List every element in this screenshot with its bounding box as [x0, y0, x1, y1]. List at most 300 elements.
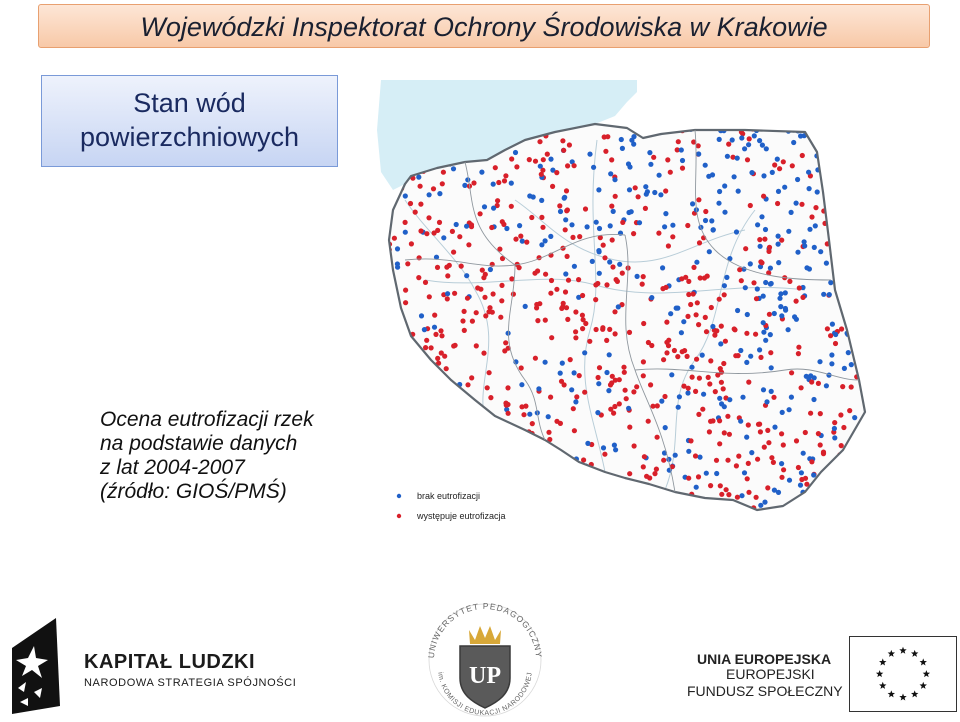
monitoring-point	[419, 433, 424, 438]
monitoring-point	[440, 181, 445, 186]
monitoring-point	[569, 222, 574, 227]
monitoring-point	[524, 500, 529, 505]
monitoring-point	[759, 214, 764, 219]
monitoring-point	[775, 201, 780, 206]
monitoring-point	[491, 182, 496, 187]
monitoring-point	[486, 471, 491, 476]
monitoring-point	[764, 146, 769, 151]
monitoring-point	[837, 258, 842, 263]
monitoring-point	[481, 351, 486, 356]
monitoring-point	[780, 410, 785, 415]
monitoring-point	[558, 421, 563, 426]
monitoring-point	[392, 360, 397, 365]
monitoring-point	[719, 370, 724, 375]
monitoring-point	[668, 170, 673, 175]
monitoring-point	[690, 375, 695, 380]
section-title-line1: Stan wód	[133, 88, 246, 118]
monitoring-point	[429, 345, 434, 350]
monitoring-point	[849, 304, 854, 309]
monitoring-point	[646, 419, 651, 424]
monitoring-point	[612, 309, 617, 314]
monitoring-point	[612, 443, 617, 448]
monitoring-point	[527, 157, 532, 162]
monitoring-point	[807, 227, 812, 232]
monitoring-point	[769, 389, 774, 394]
monitoring-point	[677, 394, 682, 399]
monitoring-point	[482, 204, 487, 209]
monitoring-point	[546, 430, 551, 435]
monitoring-point	[612, 177, 617, 182]
monitoring-point	[480, 268, 485, 273]
monitoring-point	[768, 332, 773, 337]
monitoring-point	[496, 180, 501, 185]
monitoring-point	[406, 506, 411, 511]
monitoring-point	[464, 224, 469, 229]
monitoring-point	[739, 278, 744, 283]
monitoring-point	[858, 453, 863, 458]
monitoring-point	[833, 341, 838, 346]
monitoring-point	[776, 242, 781, 247]
monitoring-point	[811, 397, 816, 402]
monitoring-point	[745, 312, 750, 317]
monitoring-point	[717, 396, 722, 401]
monitoring-point	[764, 399, 769, 404]
monitoring-point	[696, 322, 701, 327]
monitoring-point	[740, 395, 745, 400]
monitoring-point	[794, 201, 799, 206]
monitoring-point	[830, 127, 835, 132]
monitoring-point	[743, 285, 748, 290]
monitoring-point	[611, 411, 616, 416]
monitoring-point	[561, 148, 566, 153]
monitoring-point	[607, 352, 612, 357]
monitoring-point	[617, 401, 622, 406]
monitoring-point	[569, 387, 574, 392]
monitoring-point	[573, 309, 578, 314]
monitoring-point	[515, 498, 520, 503]
monitoring-point	[561, 480, 566, 485]
monitoring-point	[548, 234, 553, 239]
monitoring-point	[405, 383, 410, 388]
monitoring-point	[700, 407, 705, 412]
monitoring-point	[495, 198, 500, 203]
monitoring-point	[822, 151, 827, 156]
monitoring-point	[781, 442, 786, 447]
monitoring-point	[818, 442, 823, 447]
monitoring-point	[834, 183, 839, 188]
monitoring-point	[403, 429, 408, 434]
monitoring-point	[404, 458, 409, 463]
monitoring-point	[386, 415, 391, 420]
monitoring-point	[623, 388, 628, 393]
monitoring-point	[411, 464, 416, 469]
monitoring-point	[765, 428, 770, 433]
monitoring-point	[644, 192, 649, 197]
monitoring-point	[442, 354, 447, 359]
eu-star-icon	[888, 650, 895, 657]
monitoring-point	[796, 345, 801, 350]
monitoring-point	[761, 194, 766, 199]
monitoring-point	[534, 302, 539, 307]
monitoring-point	[659, 399, 664, 404]
monitoring-point	[445, 273, 450, 278]
monitoring-point	[619, 137, 624, 142]
monitoring-point	[761, 320, 766, 325]
monitoring-point	[755, 457, 760, 462]
monitoring-point	[592, 501, 597, 506]
monitoring-point	[519, 382, 524, 387]
monitoring-point	[442, 444, 447, 449]
monitoring-point	[515, 451, 520, 456]
monitoring-point	[688, 438, 693, 443]
monitoring-point	[597, 226, 602, 231]
monitoring-point	[787, 407, 792, 412]
monitoring-point	[848, 225, 853, 230]
monitoring-point	[395, 265, 400, 270]
monitoring-point	[451, 250, 456, 255]
monitoring-point	[686, 292, 691, 297]
monitoring-point	[846, 350, 851, 355]
monitoring-point	[609, 204, 614, 209]
monitoring-point	[533, 356, 538, 361]
monitoring-point	[585, 441, 590, 446]
monitoring-point	[487, 370, 492, 375]
monitoring-point	[860, 367, 865, 372]
monitoring-point	[734, 463, 739, 468]
monitoring-point	[440, 447, 445, 452]
monitoring-point	[465, 382, 470, 387]
monitoring-point	[676, 139, 681, 144]
monitoring-point	[627, 164, 632, 169]
monitoring-point	[449, 453, 454, 458]
monitoring-point	[786, 327, 791, 332]
eu-flag-icon	[849, 636, 957, 712]
monitoring-point	[553, 505, 558, 510]
monitoring-point	[557, 457, 562, 462]
monitoring-point	[563, 289, 568, 294]
monitoring-point	[748, 354, 753, 359]
monitoring-point	[582, 468, 587, 473]
monitoring-point	[549, 467, 554, 472]
monitoring-point	[816, 431, 821, 436]
monitoring-point	[809, 459, 814, 464]
monitoring-point	[509, 156, 514, 161]
monitoring-point	[613, 194, 618, 199]
monitoring-point	[738, 348, 743, 353]
monitoring-point	[417, 255, 422, 260]
monitoring-point	[739, 493, 744, 498]
monitoring-point	[614, 507, 619, 512]
monitoring-point	[758, 244, 763, 249]
monitoring-point	[717, 297, 722, 302]
monitoring-point	[470, 319, 475, 324]
monitoring-point	[543, 272, 548, 277]
monitoring-point	[787, 279, 792, 284]
monitoring-point	[688, 302, 693, 307]
legend-blue-dot	[397, 494, 401, 498]
monitoring-point	[821, 292, 826, 297]
monitoring-point	[462, 328, 467, 333]
monitoring-point	[825, 326, 830, 331]
monitoring-point	[734, 229, 739, 234]
eu-star-icon	[899, 693, 906, 700]
monitoring-point	[713, 389, 718, 394]
monitoring-point	[434, 437, 439, 442]
monitoring-point	[763, 280, 768, 285]
monitoring-point	[655, 488, 660, 493]
monitoring-point	[646, 340, 651, 345]
monitoring-point	[700, 353, 705, 358]
monitoring-point	[674, 123, 679, 128]
monitoring-point	[828, 280, 833, 285]
section-title	[42, 86, 337, 154]
monitoring-point	[608, 171, 613, 176]
monitoring-point	[637, 220, 642, 225]
monitoring-point	[844, 161, 849, 166]
monitoring-point	[828, 333, 833, 338]
description-line2: na podstawie danych	[100, 432, 298, 455]
monitoring-point	[685, 390, 690, 395]
monitoring-point	[526, 456, 531, 461]
monitoring-point	[718, 483, 723, 488]
monitoring-point	[686, 449, 691, 454]
monitoring-point	[697, 240, 702, 245]
monitoring-point	[403, 193, 408, 198]
eu-star-icon	[879, 658, 886, 665]
monitoring-point	[719, 380, 724, 385]
monitoring-point	[395, 502, 400, 507]
monitoring-point	[520, 239, 525, 244]
monitoring-point	[441, 235, 446, 240]
monitoring-point	[772, 425, 777, 430]
monitoring-point	[440, 458, 445, 463]
monitoring-point	[448, 385, 453, 390]
monitoring-point	[648, 162, 653, 167]
monitoring-point	[564, 208, 569, 213]
monitoring-point	[732, 327, 737, 332]
monitoring-point	[717, 441, 722, 446]
monitoring-point	[663, 425, 668, 430]
monitoring-point	[772, 311, 777, 316]
monitoring-point	[705, 501, 710, 506]
monitoring-point	[424, 338, 429, 343]
monitoring-point	[610, 237, 615, 242]
monitoring-point	[596, 248, 601, 253]
monitoring-point	[762, 500, 767, 505]
monitoring-point	[539, 215, 544, 220]
monitoring-point	[457, 486, 462, 491]
monitoring-point	[832, 420, 837, 425]
monitoring-point	[850, 302, 855, 307]
monitoring-point	[776, 234, 781, 239]
monitoring-point	[722, 292, 727, 297]
monitoring-point	[811, 472, 816, 477]
monitoring-point	[452, 291, 457, 296]
monitoring-point	[763, 510, 768, 515]
monitoring-point	[560, 138, 565, 143]
monitoring-point	[802, 239, 807, 244]
monitoring-point	[547, 450, 552, 455]
monitoring-point	[629, 209, 634, 214]
monitoring-point	[617, 262, 622, 267]
monitoring-point	[582, 350, 587, 355]
monitoring-point	[503, 401, 508, 406]
monitoring-point	[606, 388, 611, 393]
monitoring-point	[384, 325, 389, 330]
monitoring-point	[696, 412, 701, 417]
monitoring-point	[641, 359, 646, 364]
monitoring-point	[799, 202, 804, 207]
eu-star-icon	[920, 658, 927, 665]
monitoring-point	[601, 503, 606, 508]
monitoring-point	[471, 180, 476, 185]
monitoring-point	[570, 235, 575, 240]
monitoring-point	[685, 354, 690, 359]
monitoring-point	[562, 382, 567, 387]
monitoring-point	[783, 290, 788, 295]
monitoring-point	[400, 427, 405, 432]
monitoring-point	[744, 331, 749, 336]
monitoring-point	[524, 482, 529, 487]
monitoring-point	[595, 281, 600, 286]
monitoring-point	[657, 173, 662, 178]
monitoring-point	[661, 458, 666, 463]
monitoring-point	[807, 186, 812, 191]
monitoring-point	[573, 329, 578, 334]
monitoring-point	[620, 220, 625, 225]
monitoring-point	[566, 458, 571, 463]
monitoring-point	[604, 282, 609, 287]
monitoring-point	[641, 502, 646, 507]
monitoring-point	[527, 193, 532, 198]
monitoring-point	[438, 458, 443, 463]
monitoring-point	[472, 485, 477, 490]
monitoring-point	[593, 493, 598, 498]
monitoring-point	[808, 510, 813, 515]
monitoring-point	[758, 503, 763, 508]
monitoring-point	[670, 223, 675, 228]
monitoring-point	[624, 396, 629, 401]
monitoring-point	[725, 154, 730, 159]
monitoring-point	[775, 157, 780, 162]
monitoring-point	[536, 386, 541, 391]
monitoring-point	[386, 407, 391, 412]
monitoring-point	[803, 430, 808, 435]
monitoring-point	[794, 299, 799, 304]
monitoring-point	[475, 285, 480, 290]
monitoring-point	[839, 443, 844, 448]
monitoring-point	[517, 223, 522, 228]
monitoring-point	[558, 209, 563, 214]
monitoring-point	[573, 399, 578, 404]
monitoring-point	[791, 140, 796, 145]
monitoring-point	[697, 455, 702, 460]
monitoring-point	[849, 384, 854, 389]
monitoring-point	[860, 343, 865, 348]
monitoring-point	[693, 389, 698, 394]
monitoring-point	[634, 384, 639, 389]
monitoring-point	[399, 361, 404, 366]
monitoring-point	[444, 366, 449, 371]
eu-star-icon	[876, 670, 883, 677]
monitoring-point	[572, 370, 577, 375]
monitoring-point	[621, 365, 626, 370]
monitoring-point	[535, 318, 540, 323]
monitoring-point	[385, 221, 390, 226]
monitoring-point	[669, 372, 674, 377]
monitoring-point	[419, 313, 424, 318]
monitoring-point	[636, 194, 641, 199]
monitoring-point	[809, 379, 814, 384]
monitoring-point	[564, 305, 569, 310]
monitoring-point	[530, 421, 535, 426]
monitoring-point	[778, 291, 783, 296]
monitoring-point	[746, 461, 751, 466]
monitoring-point	[513, 237, 518, 242]
monitoring-point	[799, 385, 804, 390]
monitoring-point	[563, 271, 568, 276]
monitoring-point	[425, 373, 430, 378]
monitoring-point	[533, 159, 538, 164]
monitoring-point	[522, 498, 527, 503]
monitoring-point	[481, 496, 486, 501]
monitoring-point	[840, 200, 845, 205]
monitoring-point	[737, 267, 742, 272]
monitoring-point	[439, 333, 444, 338]
monitoring-point	[504, 464, 509, 469]
monitoring-point	[695, 300, 700, 305]
monitoring-point	[748, 203, 753, 208]
monitoring-point	[465, 296, 470, 301]
monitoring-point	[424, 231, 429, 236]
monitoring-point	[554, 170, 559, 175]
monitoring-point	[838, 476, 843, 481]
monitoring-point	[769, 365, 774, 370]
monitoring-point	[537, 139, 542, 144]
monitoring-point	[772, 162, 777, 167]
monitoring-point	[490, 310, 495, 315]
monitoring-point	[613, 447, 618, 452]
monitoring-point	[460, 318, 465, 323]
monitoring-point	[620, 271, 625, 276]
monitoring-point	[594, 327, 599, 332]
monitoring-point	[818, 411, 823, 416]
monitoring-point	[503, 173, 508, 178]
monitoring-point	[680, 158, 685, 163]
monitoring-point	[761, 173, 766, 178]
monitoring-point	[703, 163, 708, 168]
header-title: Wojewódzki Inspektorat Ochrony Środowiska w Krakowie	[140, 12, 828, 42]
monitoring-point	[853, 188, 858, 193]
monitoring-point	[455, 452, 460, 457]
monitoring-point	[524, 494, 529, 499]
monitoring-point	[846, 482, 851, 487]
monitoring-point	[572, 264, 577, 269]
monitoring-point	[422, 327, 427, 332]
monitoring-point	[829, 352, 834, 357]
monitoring-point	[627, 187, 632, 192]
monitoring-point	[457, 234, 462, 239]
monitoring-point	[416, 275, 421, 280]
monitoring-point	[392, 236, 397, 241]
monitoring-point	[437, 220, 442, 225]
monitoring-point	[560, 361, 565, 366]
monitoring-point	[669, 127, 674, 132]
monitoring-point	[462, 309, 467, 314]
monitoring-point	[673, 453, 678, 458]
monitoring-point	[762, 445, 767, 450]
monitoring-point	[632, 443, 637, 448]
